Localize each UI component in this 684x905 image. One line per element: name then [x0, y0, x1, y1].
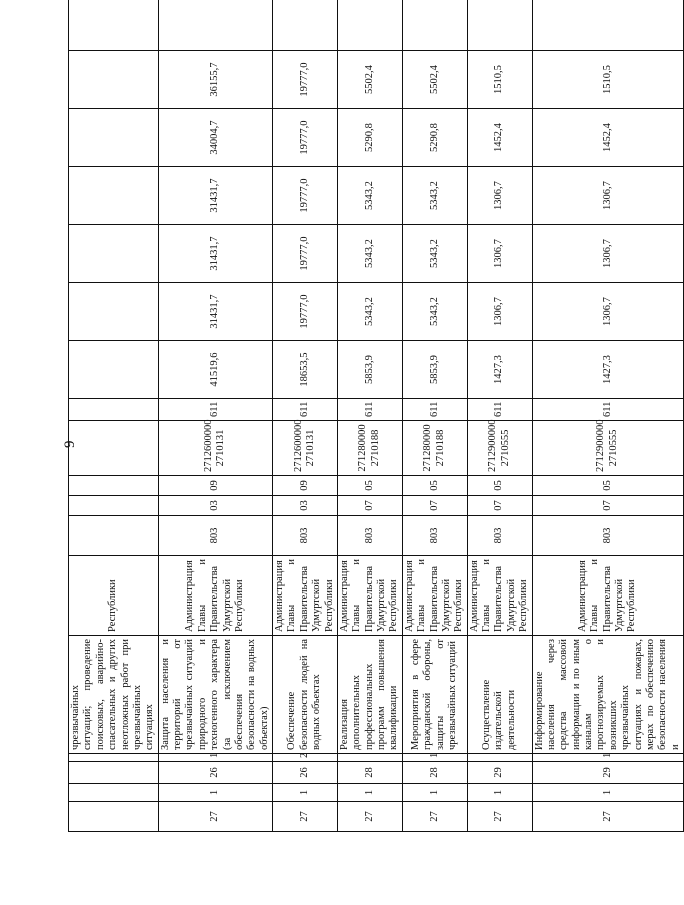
budget-table	[68, 0, 684, 832]
value-cell: 1452,4	[532, 109, 684, 167]
code-pr: 09	[158, 476, 272, 496]
code-m: 1	[402, 754, 467, 762]
cell-empty	[69, 283, 159, 341]
table-row	[467, 0, 532, 832]
code-csr: 2712900000 2710555	[467, 421, 532, 476]
code-csr: 271280000 2710188	[402, 421, 467, 476]
cell-empty	[69, 51, 159, 109]
value-cell: 5343,2	[402, 225, 467, 283]
code-pr: 05	[467, 476, 532, 496]
cell-empty	[402, 0, 467, 51]
code-vr: 611	[158, 399, 272, 421]
executor: Администрация Главы и Правительства Удмуртской Республики	[532, 556, 684, 636]
value-cell: 5290,8	[337, 109, 402, 167]
code-rz: 07	[402, 496, 467, 516]
value-cell: 31431,7	[158, 167, 272, 225]
value-cell: 1510,5	[532, 51, 684, 109]
table-row	[337, 0, 402, 832]
table-row	[273, 0, 338, 832]
value-cell: 5853,9	[402, 341, 467, 399]
event-name: Осуществление издательской деятельности	[467, 636, 532, 754]
value-cell: 1306,7	[532, 283, 684, 341]
code-om: 26	[158, 762, 272, 784]
code-grbs: 803	[402, 516, 467, 556]
cell-empty	[69, 802, 159, 832]
code-rz: 03	[158, 496, 272, 516]
value-cell: 1306,7	[467, 283, 532, 341]
event-name: Информирование населения через средства массовой информации и по иным каналам о прогнозируемых и возникших чрезвычайных ситуациях и пожарах, мерах по обеспечению безопасности населения и	[532, 636, 684, 754]
cell-empty	[467, 0, 532, 51]
value-cell: 36155,7	[158, 51, 272, 109]
code-gp: 27	[532, 802, 684, 832]
executor: Администрация Главы и Правительства Удмуртской Республики	[158, 556, 272, 636]
code-pp: 1	[532, 784, 684, 802]
code-grbs: 803	[158, 516, 272, 556]
value-cell: 1306,7	[467, 167, 532, 225]
code-gp: 27	[158, 802, 272, 832]
code-vr: 611	[273, 399, 338, 421]
value-cell: 1306,7	[467, 225, 532, 283]
code-m	[337, 754, 402, 762]
value-cell: 41519,6	[158, 341, 272, 399]
code-grbs: 803	[273, 516, 338, 556]
page-number: 9	[62, 440, 78, 448]
code-vr: 611	[467, 399, 532, 421]
value-cell: 5290,8	[402, 109, 467, 167]
code-csr: 271280000 2710188	[337, 421, 402, 476]
value-cell: 1427,3	[467, 341, 532, 399]
code-m: 2	[273, 754, 338, 762]
cell-empty	[69, 496, 159, 516]
value-cell: 1452,4	[467, 109, 532, 167]
value-cell: 31431,7	[158, 225, 272, 283]
value-cell: 5502,4	[402, 51, 467, 109]
code-pr: 05	[337, 476, 402, 496]
cell-empty	[69, 516, 159, 556]
executor: Администрация Главы и Правительства Удмуртской Республики	[467, 556, 532, 636]
event-name: Обеспечение безопасности людей на водных объектах	[273, 636, 338, 754]
code-rz: 03	[273, 496, 338, 516]
value-cell: 19777,0	[273, 283, 338, 341]
code-vr: 611	[337, 399, 402, 421]
code-gp: 27	[273, 802, 338, 832]
code-om: 26	[273, 762, 338, 784]
cell-empty	[69, 0, 159, 51]
value-cell: 5853,9	[337, 341, 402, 399]
event-name: Реализация дополнительных профессиональных программ повышения квалификации	[337, 636, 402, 754]
value-cell: 1427,3	[532, 341, 684, 399]
code-gp: 27	[337, 802, 402, 832]
code-vr: 611	[402, 399, 467, 421]
cell-empty	[69, 762, 159, 784]
value-cell: 5343,2	[402, 283, 467, 341]
code-grbs: 803	[532, 516, 684, 556]
cell-empty	[69, 784, 159, 802]
code-rz: 07	[337, 496, 402, 516]
code-om: 29	[532, 762, 684, 784]
cell-empty	[337, 0, 402, 51]
table-row	[402, 0, 467, 832]
executor: Администрация Главы и Правительства Удмуртской Республики	[402, 556, 467, 636]
value-cell: 5343,2	[402, 167, 467, 225]
code-om: 29	[467, 762, 532, 784]
executor: Республики	[69, 556, 159, 636]
executor: Администрация Главы и Правительства Удмуртской Республики	[337, 556, 402, 636]
code-m: 1	[532, 754, 684, 762]
cell-empty	[273, 0, 338, 51]
value-cell: 19777,0	[273, 109, 338, 167]
executor: Администрация Главы и Правительства Удмуртской Республики	[273, 556, 338, 636]
event-name: чрезвычайных ситуаций; проведение поисковых, аварийно-спасательных и других неотложных работ при чрезвычайных ситуациях	[69, 636, 159, 754]
value-cell: 19777,0	[273, 167, 338, 225]
code-grbs: 803	[337, 516, 402, 556]
code-pp: 1	[402, 784, 467, 802]
value-cell: 1306,7	[532, 225, 684, 283]
event-name: Мероприятия в сфере гражданской обороны, защиты от чрезвычайных ситуаций	[402, 636, 467, 754]
code-vr: 611	[532, 399, 684, 421]
code-pp: 1	[273, 784, 338, 802]
value-cell: 1306,7	[532, 167, 684, 225]
code-m: 1	[158, 754, 272, 762]
code-csr: 2712600000 2710131	[158, 421, 272, 476]
cell-empty	[69, 754, 159, 762]
code-rz: 07	[467, 496, 532, 516]
code-pp: 1	[158, 784, 272, 802]
value-cell: 5343,2	[337, 225, 402, 283]
code-pp: 1	[467, 784, 532, 802]
table-row	[532, 0, 684, 832]
cell-empty	[69, 421, 159, 476]
code-csr: 2712600000 2710131	[273, 421, 338, 476]
code-pp: 1	[337, 784, 402, 802]
value-cell: 19777,0	[273, 225, 338, 283]
value-cell: 31431,7	[158, 283, 272, 341]
code-pr: 05	[532, 476, 684, 496]
code-pr: 09	[273, 476, 338, 496]
value-cell: 1510,5	[467, 51, 532, 109]
cell-empty	[69, 476, 159, 496]
code-rz: 07	[532, 496, 684, 516]
value-cell: 5502,4	[337, 51, 402, 109]
event-name: Защита населения и территорий от чрезвычайных ситуаций природного и техногенного характера (за исключением обеспечения безопасности на водных объектах)	[158, 636, 272, 754]
table-row-continuation	[69, 0, 159, 832]
cell-empty	[69, 225, 159, 283]
cell-empty	[69, 399, 159, 421]
rotated-page	[68, 32, 681, 832]
code-grbs: 803	[467, 516, 532, 556]
code-gp: 27	[467, 802, 532, 832]
cell-empty	[69, 341, 159, 399]
value-cell: 19777,0	[273, 51, 338, 109]
code-om: 28	[402, 762, 467, 784]
table-row	[158, 0, 272, 832]
cell-empty	[158, 0, 272, 51]
value-cell: 5343,2	[337, 283, 402, 341]
cell-empty	[532, 0, 684, 51]
cell-empty	[69, 167, 159, 225]
code-om: 28	[337, 762, 402, 784]
value-cell: 5343,2	[337, 167, 402, 225]
code-pr: 05	[402, 476, 467, 496]
code-csr: 2712900000 2710555	[532, 421, 684, 476]
value-cell: 34004,7	[158, 109, 272, 167]
code-m	[467, 754, 532, 762]
cell-empty	[69, 109, 159, 167]
value-cell: 18653,5	[273, 341, 338, 399]
code-gp: 27	[402, 802, 467, 832]
